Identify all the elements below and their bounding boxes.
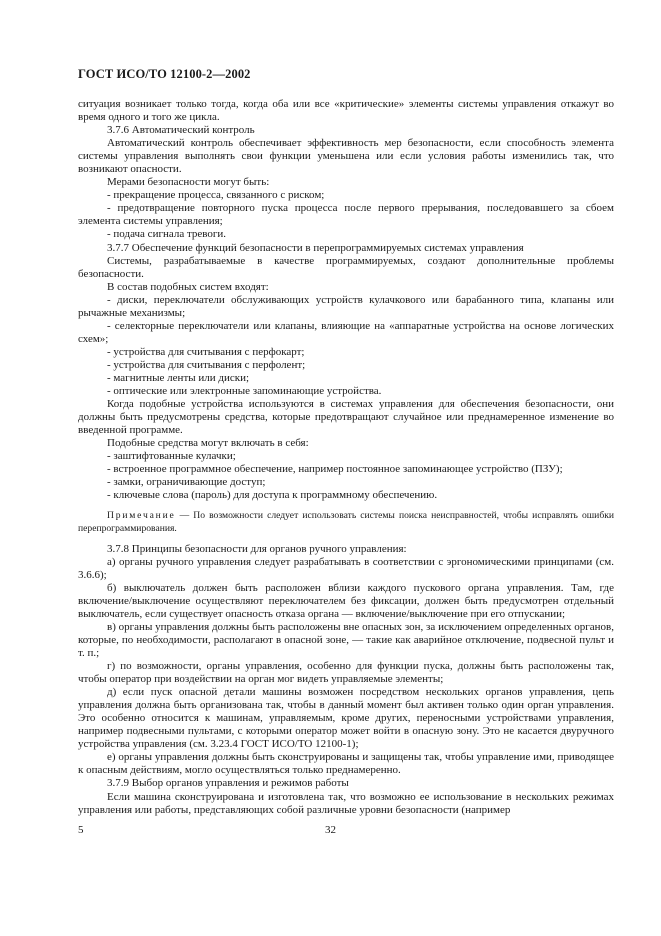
document-body: [78, 98, 614, 817]
list-item: - диски, переключатели обслуживающих устройств кулачкового или барабанного типа, клапаны или рычажные механизмы;: [78, 293, 614, 319]
list-item: - оптические или электронные запоминающие устройства.: [107, 385, 382, 398]
paragraph: Если машина сконструирована и изготовлена так, что возможно ее использование в нескольких режимах управления или работы, представляющих собой различные уровни безопасности (например: [78, 790, 614, 816]
list-item: д) если пуск опасной детали машины возможен посредством нескольких органов управления, цепь управления должна быть организована так, чтобы в данный момент был активен только один орган управления. Это особенно относится к машинам, управляемым, кроме других, переносными устройствами управления, например подвесными пультами, с которыми оператор может войти в опасную зону. Это не касается двуручного устройства управления (см. 3.23.4 ГОСТ ИСО/ТО 12100-1);: [78, 686, 614, 751]
note: [78, 510, 614, 535]
paragraph: Когда подобные устройства используются в системах управления для обеспечения безопасности, они должны быть предусмотрены средства, которые предотвращают случайное или преднамеренное изменение во введенной программе.: [78, 398, 614, 437]
list-item: а) органы ручного управления следует разрабатывать в соответствии с эргономическими принципами (см. 3.6.6);: [78, 555, 614, 581]
list-item: - замки, ограничивающие доступ;: [107, 476, 266, 489]
note-label: Примечание: [107, 510, 176, 522]
list-item: - селекторные переключатели или клапаны, влияющие на «аппаратные устройства на основе логических схем»;: [78, 319, 614, 345]
page-header: ГОСТ ИСО/ТО 12100-2—2002: [78, 67, 251, 81]
list-item: - заштифтованные кулачки;: [107, 450, 236, 463]
paragraph-continuation: ситуация возникает только тогда, когда оба или все «критические» элементы системы управления откажут во время одного и того же цикла.: [78, 98, 614, 124]
list-item: - подача сигнала тревоги.: [107, 228, 227, 241]
paragraph: Подобные средства могут включать в себя:: [107, 437, 309, 450]
paragraph: Автоматический контроль обеспечивает эффективность мер безопасности, если способность элемента системы управления выполнять свои функции уменьшена или если условия работы изменились так, что возникают опасности.: [78, 137, 614, 176]
section-heading-3-7-6: 3.7.6 Автоматический контроль: [107, 124, 255, 137]
list-item: в) органы управления должны быть расположены вне опасных зон, за исключением определенных органов, которые, по необходимости, располагают в опасной зоне, — такие как аварийное отключение, подвесной пульт и т. п.;: [78, 620, 614, 660]
list-item: - предотвращение повторного пуска процесса после первого прерывания, последовавшего за сбоем элемента системы управления;: [78, 202, 614, 228]
list-item: - устройства для считывания с перфокарт;: [107, 345, 305, 358]
paragraph: Мерами безопасности могут быть:: [107, 176, 270, 189]
footer-left-mark: 5: [78, 824, 84, 836]
section-heading-3-7-9: 3.7.9 Выбор органов управления и режимов работы: [107, 777, 349, 790]
list-item: - магнитные ленты или диски;: [107, 371, 250, 384]
paragraph: Системы, разрабатываемые в качестве программируемых, создают дополнительные проблемы безопасности.: [78, 254, 614, 280]
paragraph: В состав подобных систем входят:: [107, 280, 269, 293]
section-heading-3-7-7: 3.7.7 Обеспечение функций безопасности в перепрограммируемых системах управления: [107, 241, 524, 254]
page-number: 32: [325, 824, 336, 836]
list-item: - устройства для считывания с перфолент;: [107, 358, 306, 371]
section-heading-3-7-8: 3.7.8 Принципы безопасности для органов ручного управления:: [107, 542, 407, 555]
list-item: - встроенное программное обеспечение, например постоянное запоминающее устройство (ПЗУ);: [107, 463, 563, 476]
list-item: г) по возможности, органы управления, особенно для функции пуска, должны быть расположены так, чтобы оператор при воздействии на орган мог видеть управляемые элементы;: [78, 660, 614, 686]
list-item: б) выключатель должен быть расположен вблизи каждого пускового органа управления. Там, где включение/выключение осуществляют переключателем без фиксации, должен быть предусмотрен отдельный выключатель, если существует опасность отказа органа — включение/выключение при его отпускании;: [78, 581, 614, 620]
list-item: е) органы управления должны быть сконструированы и защищены так, чтобы управление ими, приводящее к опасным действиям, могло осуществляться только преднамеренно.: [78, 751, 614, 777]
list-item: - прекращение процесса, связанного с риском;: [107, 189, 325, 202]
list-item: - ключевые слова (пароль) для доступа к программному обеспечению.: [107, 489, 438, 502]
note-text: — По возможности следует использовать системы поиска неисправностей, чтобы исправлять ошибки перепрограммирования.: [78, 510, 614, 535]
